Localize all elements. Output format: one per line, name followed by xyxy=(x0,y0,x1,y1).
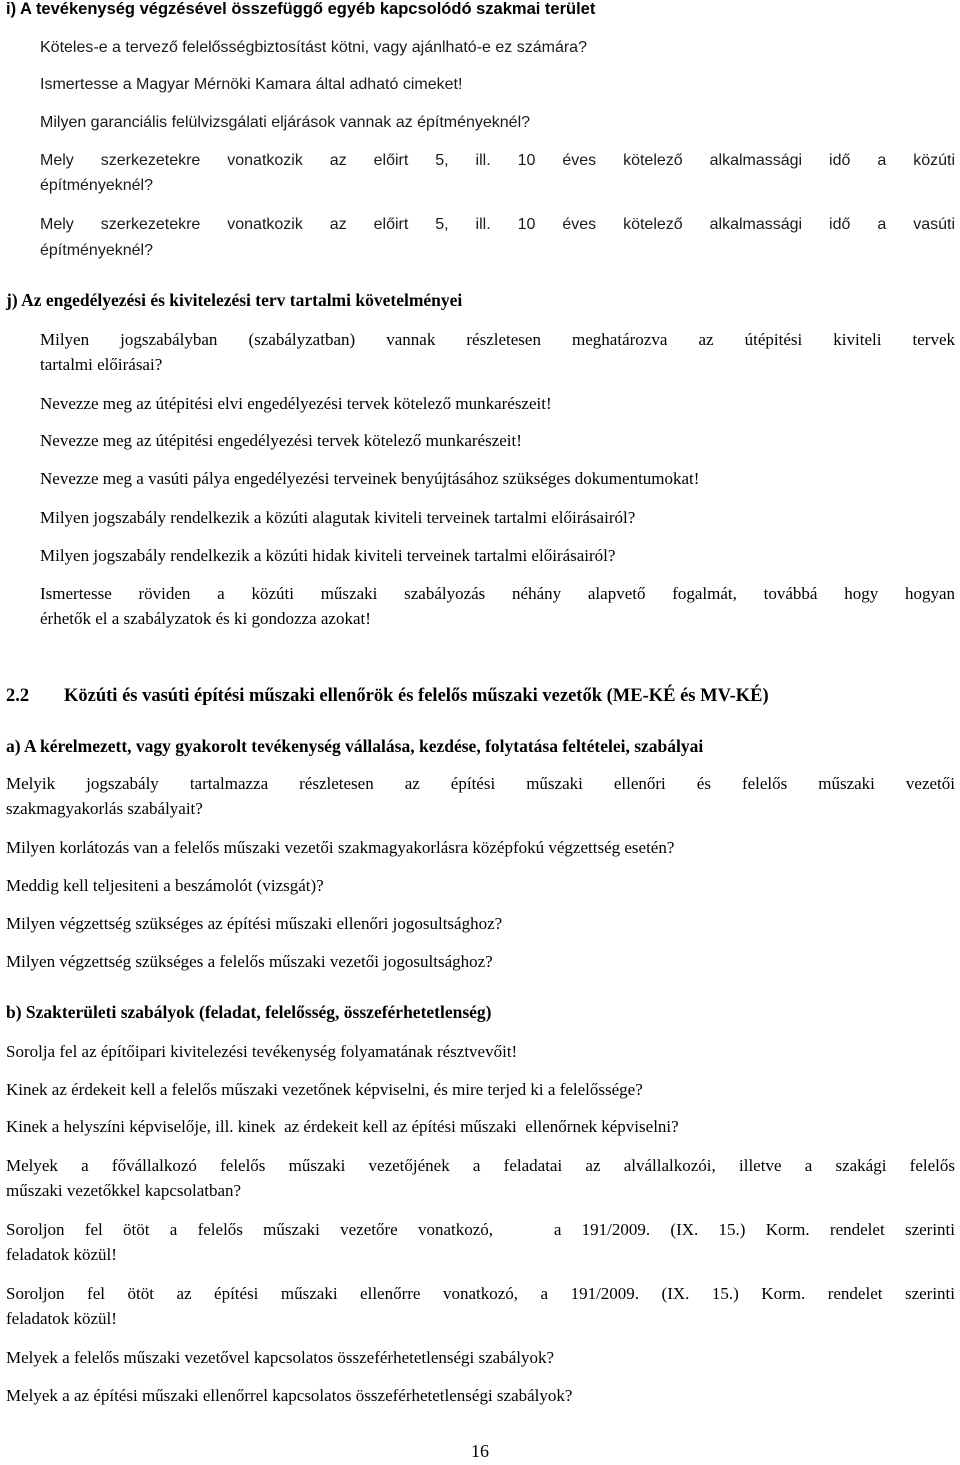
section-j-heading: j) Az engedélyezési és kivitelezési terv tartalmi követelményei xyxy=(6,290,463,310)
section-a-heading: a) A kérelmezett, vagy gyakorolt tevékenység vállalása, kezdése, folytatása feltételei, szabályai xyxy=(6,736,704,756)
section-2-2-text: Közúti és vasúti építési műszaki ellenőrök és felelős műszaki vezetők (ME-KÉ és MV-KÉ) xyxy=(64,686,769,706)
question-j-5: Milyen jogszabály rendelkezik a közúti alagutak kiviteli terveinek tartalmi előirásairól? xyxy=(40,508,636,527)
question-a-1-line-2: szakmagyakorlás szabályait? xyxy=(6,799,203,818)
question-i-4-line-2: építményeknél? xyxy=(40,177,153,194)
question-a-3: Meddig kell teljesiteni a beszámolót (vizsgát)? xyxy=(6,876,324,895)
question-j-1-line-1: Milyen jogszabályban (szabályzatban) vannak részletesen meghatározva az útépitési kiviteli tervek xyxy=(40,330,955,349)
question-b-1: Sorolja fel az építőipari kivitelezési tevékenység folyamatának résztvevőit! xyxy=(6,1042,518,1061)
question-b-5-line-2: feladatok közül! xyxy=(6,1245,117,1264)
question-i-4-line-1: Mely szerkezetekre vonatkozik az előirt 5, ill. 10 éves kötelező alkalmassági idő a közúti xyxy=(40,152,955,169)
question-b-7: Melyek a felelős műszaki vezetővel kapcsolatos összeférhetetlenségi szabályok? xyxy=(6,1348,555,1367)
question-j-4: Nevezze meg a vasúti pálya engedélyezési terveinek benyújtásához szükséges dokumentumokat! xyxy=(40,469,700,488)
question-a-1-line-1: Melyik jogszabály tartalmazza részletesen az építési műszaki ellenőri és felelős műszaki vezetői xyxy=(6,774,955,793)
question-i-2: Ismertesse a Magyar Mérnöki Kamara által adható cimeket! xyxy=(40,76,463,93)
question-b-8: Melyek a az építési műszaki ellenőrrel kapcsolatos összeférhetetlenségi szabályok? xyxy=(6,1386,573,1405)
question-i-5-line-2: építményeknél? xyxy=(40,242,153,259)
question-b-2: Kinek az érdekeit kell a felelős műszaki vezetőnek képviselni, és mire terjed ki a felelőssége? xyxy=(6,1080,643,1099)
question-b-5-line-1: Soroljon fel ötöt a felelős műszaki vezetőre vonatkozó, a 191/2009. (IX. 15.) Korm. rendelet szerinti xyxy=(6,1220,955,1239)
section-2-2-number: 2.2 xyxy=(6,686,30,706)
page-number: 16 xyxy=(471,1441,489,1461)
question-a-4: Milyen végzettség szükséges az építési műszaki ellenőri jogosultsághoz? xyxy=(6,914,503,933)
question-b-3: Kinek a helyszíni képviselője, ill. kinek az érdekeit kell az építési műszaki ellenőrnek képviselni? xyxy=(6,1117,679,1136)
question-j-7-line-1: Ismertesse röviden a közúti műszaki szabályozás néhány alapvető fogalmát, továbbá hogy hogyan xyxy=(40,584,955,603)
question-b-6-line-2: feladatok közül! xyxy=(6,1309,117,1328)
question-j-6: Milyen jogszabály rendelkezik a közúti hidak kiviteli terveinek tartalmi előirásairól? xyxy=(40,546,616,565)
section-b-heading: b) Szakterületi szabályok (feladat, felelősség, összeférhetetlenség) xyxy=(6,1002,492,1022)
question-a-5: Milyen végzettség szükséges a felelős műszaki vezetői jogosultsághoz? xyxy=(6,952,493,971)
question-j-2: Nevezze meg az útépitési elvi engedélyezési tervek kötelező munkarészeit! xyxy=(40,394,552,413)
question-i-3: Milyen garanciális felülvizsgálati eljárások vannak az építményeknél? xyxy=(40,114,531,131)
question-b-4-line-2: műszaki vezetőkkel kapcsolatban? xyxy=(6,1181,242,1200)
section-i-heading: i) A tevékenység végzésével összefüggő egyéb kapcsolódó szakmai terület xyxy=(6,0,596,18)
question-b-4-line-1: Melyek a fővállalkozó felelős műszaki vezetőjének a feladatai az alvállalkozói, illetve a szakági felelős xyxy=(6,1156,955,1175)
section-2-2-title xyxy=(6,686,769,707)
question-i-5-line-1: Mely szerkezetekre vonatkozik az előirt 5, ill. 10 éves kötelező alkalmassági idő a vasúti xyxy=(40,216,955,233)
question-j-7-line-2: érhetők el a szabályzatok és ki gondozza azokat! xyxy=(40,609,371,628)
question-j-1-line-2: tartalmi előirásai? xyxy=(40,355,163,374)
question-b-6-line-1: Soroljon fel ötöt az építési műszaki ellenőrre vonatkozó, a 191/2009. (IX. 15.) Korm. rendelet szerinti xyxy=(6,1284,955,1303)
question-a-2: Milyen korlátozás van a felelős műszaki vezetői szakmagyakorlásra középfokú végzettség esetén? xyxy=(6,838,675,857)
question-i-1: Köteles-e a tervező felelősségbiztosítást kötni, vagy ajánlható-e ez számára? xyxy=(40,39,587,56)
question-j-3: Nevezze meg az útépitési engedélyezési tervek kötelező munkarészeit! xyxy=(40,431,522,450)
